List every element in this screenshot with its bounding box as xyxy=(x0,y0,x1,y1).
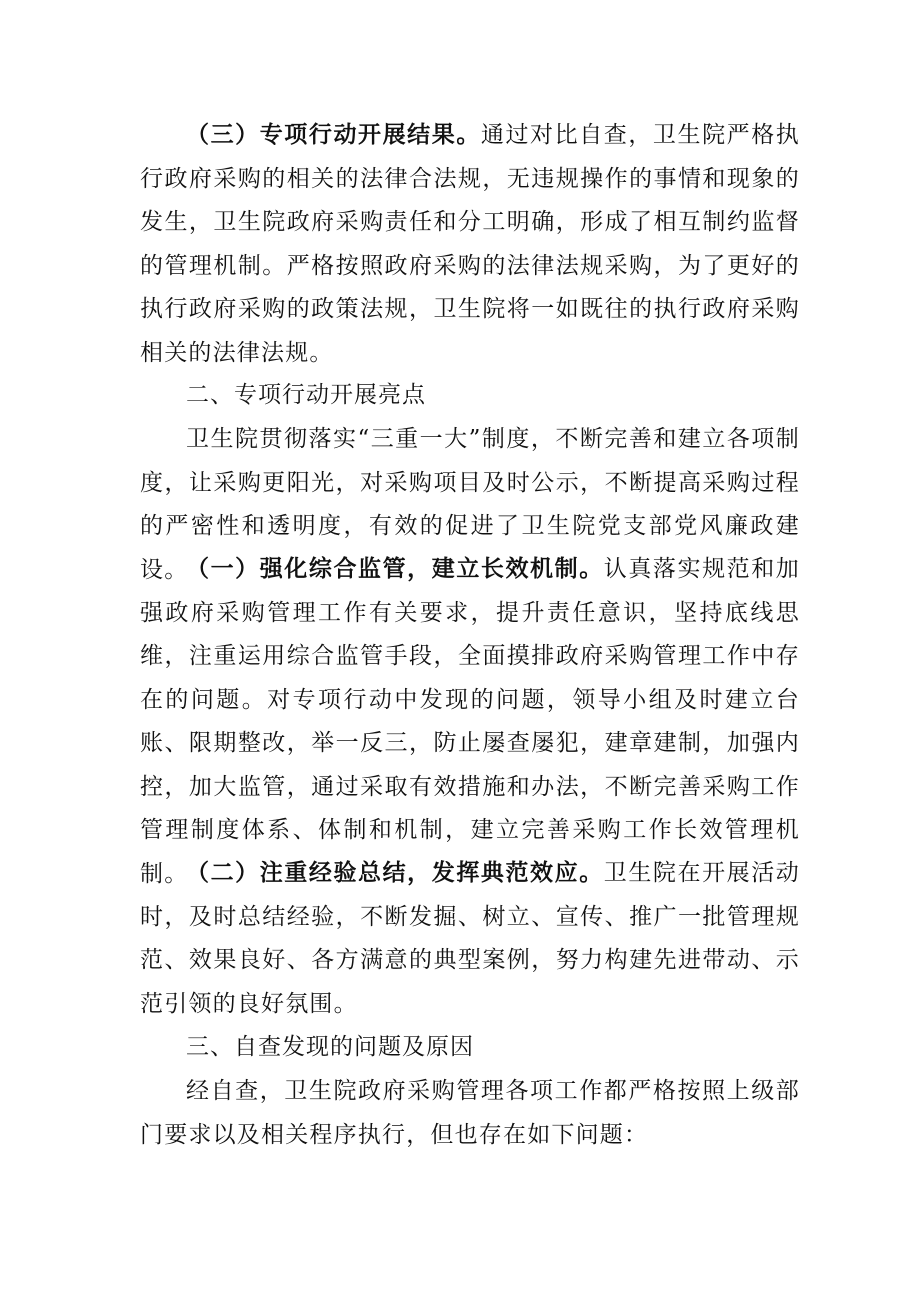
paragraph-results xyxy=(140,114,800,375)
paragraph-text: 通过对比自查，卫生院严格执行政府采购的相关的法律合法规，无违规操作的事情和现象的发生，卫生院政府采购责任和分工明确，形成了相互制约监督的管理机制。严格按照政府采购的法律法规采购，为了更好的执行政府采购的政策法规，卫生院将一如既往的执行政府采购相关的法律法规。 xyxy=(140,122,800,366)
paragraph-text: 认真落实规范和加强政府采购管理工作有关要求，提升责任意识，坚持底线思维，注重运用综合监管手段，全面摸排政府采购管理工作中存在的问题。对专项行动中发现的问题，领导小组及时建立台账、限期整改，举一反三，防止屡查屡犯，建章建制，加强内控，加大监管，通过采取有效措施和办法，不断完善采购工作管理制度体系、体制和机制，建立完善采购工作长效管理机制。 xyxy=(140,556,800,887)
paragraph-text: 卫生院在开展活动时，及时总结经验，不断发掘、树立、宣传、推广一批管理规范、效果良好、各方满意的典型案例，努力构建先进带动、示范引领的良好氛围。 xyxy=(140,860,800,1017)
paragraph-problems xyxy=(140,1070,800,1157)
paragraph-text: 卫生院贯彻落实“三重一大”制度，不断完善和建立各项制度，让采购更阳光，对采购项目及时公示，不断提高采购过程的严密性和透明度，有效的促进了卫生院党支部党风廉政建设。 xyxy=(140,426,800,583)
paragraph-supervision xyxy=(140,548,800,896)
paragraph-lead: （二）注重经验总结，发挥典范效应。 xyxy=(186,860,604,886)
paragraph-lead: （一）强化综合监管，建立长效机制。 xyxy=(186,556,604,582)
paragraph-text: 经自查，卫生院政府采购管理各项工作都严格按照上级部门要求以及相关程序执行，但也存在如下问题： xyxy=(140,1078,800,1148)
paragraph-lead: （三）专项行动开展结果。 xyxy=(186,122,481,148)
section-heading-problems: 三、自查发现的问题及原因 xyxy=(186,1034,474,1060)
section-heading-highlights: 二、专项行动开展亮点 xyxy=(186,382,426,408)
paragraph-experience xyxy=(140,852,800,1026)
